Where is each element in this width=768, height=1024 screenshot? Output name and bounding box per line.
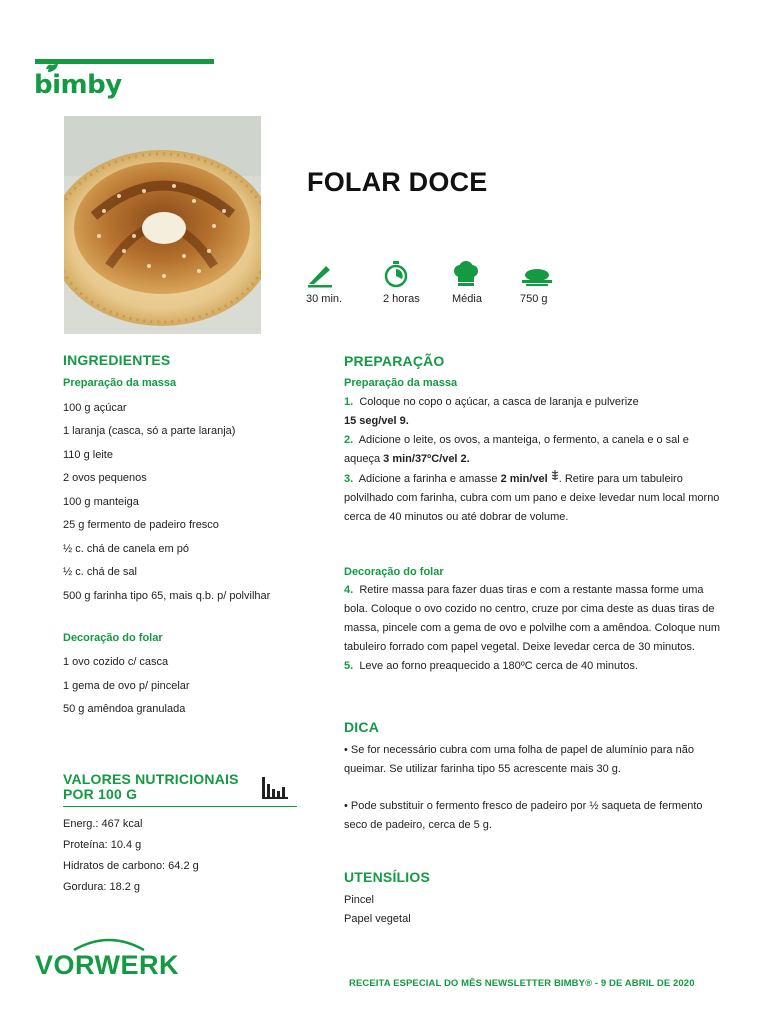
ingredient-item: 25 g fermento de padeiro fresco (63, 519, 219, 531)
meta-total-time: 2 horas (383, 260, 420, 305)
nutrition-item: Gordura: 18.2 g (63, 881, 141, 893)
nutrition-divider (63, 806, 297, 807)
preparation-heading: PREPARAÇÃO (344, 353, 445, 369)
ingredient-item: ½ c. chá de canela em pó (63, 543, 189, 555)
timer-icon (383, 260, 409, 288)
ingredients-subheading-dough: Preparação da massa (63, 377, 177, 389)
step-5: 5. Leve ao forno preaquecido a 180ºC cerca de 40 minutos. (344, 660, 638, 672)
nutrition-heading: VALORES NUTRICIONAIS POR 100 G (63, 771, 239, 802)
chef-hat-icon (452, 260, 480, 288)
bimby-logo: bimby (34, 70, 122, 100)
preparation-subheading-dough: Preparação da massa (344, 377, 458, 389)
nutrition-item: Proteína: 10.4 g (63, 839, 142, 851)
utensil-item: Papel vegetal (344, 913, 411, 925)
svg-text:VORWERK: VORWERK (35, 950, 180, 980)
ingredient-item: 1 laranja (casca, só a parte laranja) (63, 425, 236, 437)
tip-item: • Pode substituir o fermento fresco de padeiro por ½ saqueta de fermento seco de padeiro, cerca de 5 g. (344, 800, 703, 831)
footer-text: RECEITA ESPECIAL DO MÊS NEWSLETTER BIMBY® - 9 DE ABRIL DE 2020 (349, 978, 695, 989)
knife-prep-icon (306, 262, 334, 288)
nutrition-item: Energ.: 467 kcal (63, 818, 143, 830)
step-4: 4. Retire massa para fazer duas tiras e com a restante massa forme uma bola. Coloque o ovo cozido no centro, cruze por cima deste as duas tiras de massa, pincele com a gema de ovo e polvilhe com a amêndoa. Coloque num tabuleiro forrado com papel vegetal. Deixe levedar cerca de 30 minutos. (344, 584, 721, 653)
preparation-steps-decoration (344, 581, 724, 676)
meta-difficulty: Média (452, 260, 482, 305)
ingredient-item: 100 g manteiga (63, 496, 139, 508)
ingredient-item: 2 ovos pequenos (63, 472, 147, 484)
ingredient-item: 110 g leite (63, 449, 113, 461)
ingredients-subheading-decoration: Decoração do folar (63, 632, 163, 644)
meta-prep-time: 30 min. (306, 260, 342, 305)
utensils-heading: UTENSÍLIOS (344, 869, 431, 885)
ingredient-item: 1 ovo cozido c/ casca (63, 656, 169, 668)
ingredients-heading: INGREDIENTES (63, 352, 171, 368)
preparation-steps-dough (344, 393, 724, 527)
tips-heading: DICA (344, 719, 380, 735)
ingredient-item: ½ c. chá de sal (63, 566, 137, 578)
tip-item: • Se for necessário cubra com uma folha de papel de alumínio para não queimar. Se utilizar farinha tipo 55 acrescente mais 30 g. (344, 744, 694, 775)
ingredient-item: 500 g farinha tipo 65, mais q.b. p/ polvilhar (63, 590, 271, 602)
ingredient-item: 50 g amêndoa granulada (63, 703, 186, 715)
leaf-icon (46, 63, 60, 73)
recipe-title: FOLAR DOCE (307, 167, 488, 197)
header-accent-bar (35, 59, 214, 64)
bar-chart-icon (261, 776, 289, 800)
meta-servings: 750 g (520, 260, 554, 305)
dough-mode-icon (551, 469, 559, 481)
recipe-photo (64, 116, 261, 334)
step-2: 2. Adicione o leite, os ovos, a manteiga, o fermento, a canela e o sal e aqueça 3 min/37ºC/vel 2. (344, 434, 689, 465)
nutrition-item: Hidratos de carbono: 64.2 g (63, 860, 199, 872)
preparation-subheading-decoration: Decoração do folar (344, 566, 444, 578)
ingredient-item: 100 g açúcar (63, 402, 127, 414)
servings-dish-icon (520, 266, 554, 288)
vorwerk-logo (34, 936, 184, 986)
ingredient-item: 1 gema de ovo p/ pincelar (63, 680, 190, 692)
step-1: 1. Coloque no copo o açúcar, a casca de laranja e pulverize 15 seg/vel 9. (344, 396, 639, 427)
step-3: 3. Adicione a farinha e amasse 2 min/vel . Retire para um tabuleiro polvilhado com farinha, cubra com um pano e deixe levedar num local morno cerca de 40 minutos ou até dobrar de volume. (344, 469, 724, 527)
utensil-item: Pincel (344, 894, 374, 906)
